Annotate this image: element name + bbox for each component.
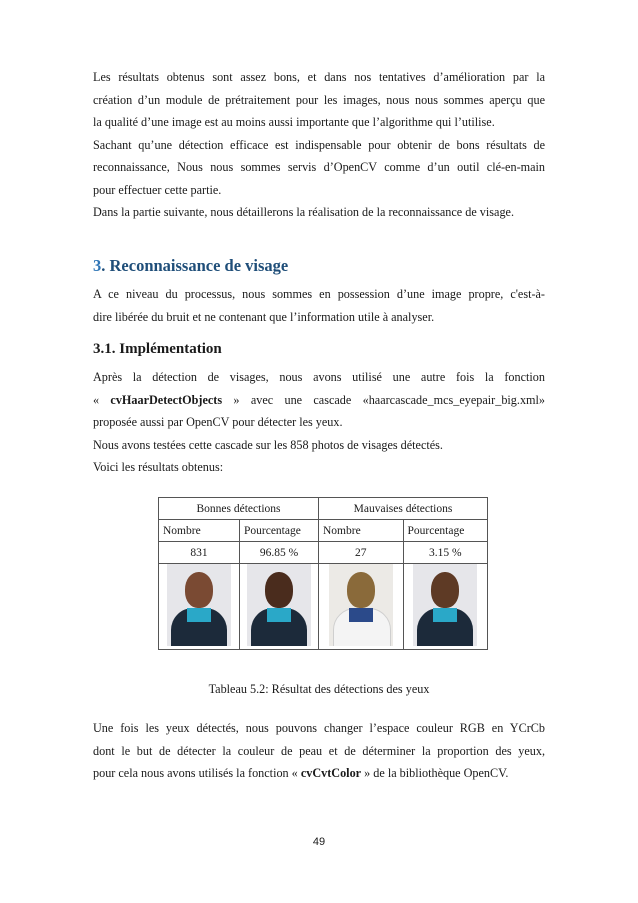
intro-line: reconnaissance, Nous nous sommes servis d’OpenCV comme d’un outil clé-en-main <box>93 160 545 174</box>
function-name: cvHaarDetectObjects <box>110 392 223 407</box>
photo-cell <box>240 564 319 650</box>
photo-cell <box>319 564 404 650</box>
face-photo <box>247 564 311 646</box>
photo-cell <box>403 564 488 650</box>
table-photo-row <box>159 564 488 650</box>
subsection-line: proposée aussi par OpenCV pour détecter les yeux. <box>93 415 343 429</box>
face-photo <box>167 564 231 646</box>
table-caption: Tableau 5.2: Résultat des détections des yeux <box>208 682 430 696</box>
header-bad: Mauvaises détections <box>319 498 488 520</box>
intro-line: pour effectuer cette partie. <box>93 182 222 197</box>
intro-paragraph <box>93 66 545 224</box>
subsection-line2-prefix: « <box>93 392 111 407</box>
intro-line: Sachant qu’une détection efficace est indispensable pour obtenir de bons résultats de <box>93 137 545 152</box>
subsection-line: Voici les résultats obtenus: <box>93 460 224 474</box>
intro-line: Dans la partie suivante, nous détaillerons la réalisation de la reconnaissance de visage. <box>93 205 514 219</box>
subsection-paragraph <box>93 366 545 479</box>
bad-count: 27 <box>319 542 404 564</box>
results-table <box>158 497 488 650</box>
photo-cell <box>159 564 240 650</box>
section-title: Reconnaissance de visage <box>109 256 289 275</box>
function-name: cvCvtColor <box>300 766 362 780</box>
outro-line3-prefix: pour cela nous avons utilisés la fonction « <box>93 766 301 780</box>
table-header-row <box>159 498 488 520</box>
section-separator: . <box>101 256 110 275</box>
page-number: 49 <box>312 836 326 848</box>
outro-line: Une fois les yeux détectés, nous pouvons changer l’espace couleur RGB en YCrCb <box>93 721 545 735</box>
outro-paragraph <box>93 717 545 785</box>
good-count: 831 <box>159 542 240 564</box>
outro-line3-rest: » de la bibliothèque OpenCV. <box>361 766 509 780</box>
table-row <box>159 542 488 564</box>
subsection-heading: 3.1. Implémentation <box>93 341 222 357</box>
col-count-bad: Nombre <box>319 520 404 542</box>
face-photo <box>413 564 477 646</box>
col-pct-bad: Pourcentage <box>403 520 488 542</box>
subsection-line: Après la détection de visages, nous avons utilisé une autre fois la fonction <box>93 370 545 384</box>
subsection-line: Nous avons testées cette cascade sur les 858 photos de visages détectés. <box>93 437 443 452</box>
subsection-line2-rest: » avec une cascade «haarcascade_mcs_eyepair_big.xml» <box>222 392 545 407</box>
intro-line: la qualité d’une image est au moins aussi importante que l’algorithme qui l’utilise. <box>93 115 495 129</box>
col-count-good: Nombre <box>159 520 240 542</box>
section-number: 3 <box>93 256 102 275</box>
table-subheader-row <box>159 520 488 542</box>
good-pct: 96.85 % <box>240 542 319 564</box>
intro-line: création d’un module de prétraitement pour les images, nous nous sommes aperçu que <box>93 92 545 107</box>
section-heading <box>93 256 288 276</box>
section-line: A ce niveau du processus, nous sommes en possession d’une image propre, c'est-à- <box>93 287 545 301</box>
outro-line: dont le but de détecter la couleur de peau et de déterminer la proportion des yeux, <box>93 743 545 758</box>
subsection-line <box>93 389 545 412</box>
outro-line <box>93 762 545 785</box>
header-good: Bonnes détections <box>159 498 319 520</box>
intro-line: Les résultats obtenus sont assez bons, et dans nos tentatives d’amélioration par la <box>93 70 545 84</box>
col-pct-good: Pourcentage <box>240 520 319 542</box>
section-paragraph <box>93 283 545 328</box>
section-line: dire libérée du bruit et ne contenant que l’information utile à analyser. <box>93 309 435 324</box>
face-photo <box>329 564 393 646</box>
bad-pct: 3.15 % <box>403 542 488 564</box>
